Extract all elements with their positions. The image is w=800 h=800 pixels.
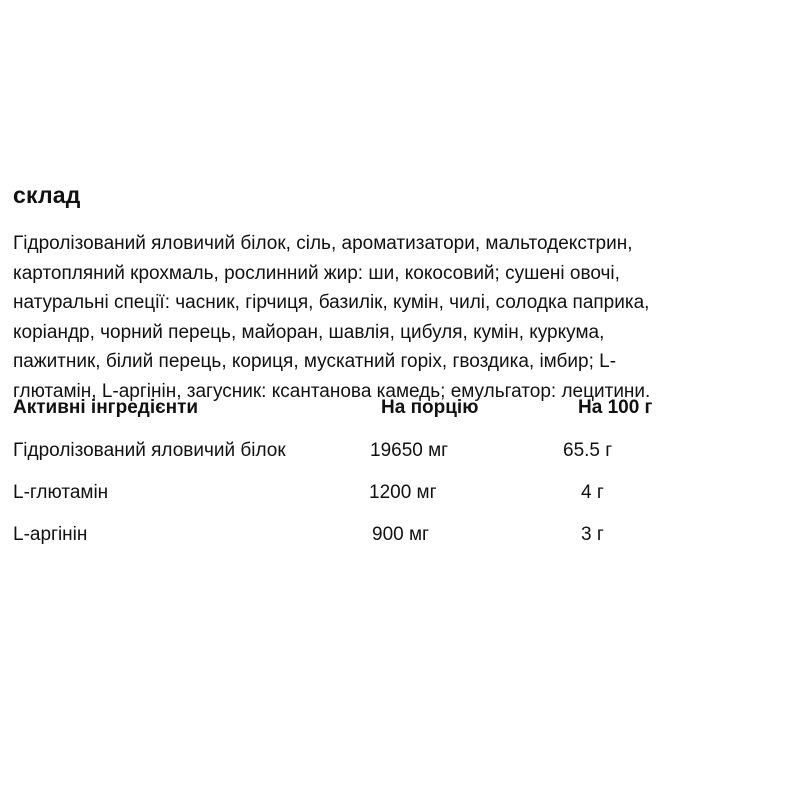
composition-line: глютамін, L-аргінін, загусник: ксантанова камедь; емульгатор: лецитини. xyxy=(13,380,651,402)
per-serving-value: 900 мг xyxy=(372,524,429,545)
header-per-serving: На порцію xyxy=(381,397,479,418)
header-per-100g: На 100 г xyxy=(578,397,653,418)
per-100g-value: 65.5 г xyxy=(563,440,613,461)
table-header-row xyxy=(0,395,800,421)
ingredient-name: L-аргінін xyxy=(13,524,88,545)
page-title: склад xyxy=(13,182,81,208)
table-row xyxy=(0,438,800,464)
per-serving-value: 1200 мг xyxy=(369,482,437,503)
ingredient-name: Гідролізований яловичий білок xyxy=(13,440,286,461)
composition-line: коріандр, чорний перець, майоран, шавлія, цибуля, кумін, куркума, xyxy=(13,321,605,343)
per-100g-value: 4 г xyxy=(581,482,604,503)
per-serving-value: 19650 мг xyxy=(370,440,449,461)
header-active-ingredients: Активні інгредієнти xyxy=(13,397,199,418)
composition-line: картопляний крохмаль, рослинний жир: ши, кокосовий; сушені овочі, xyxy=(13,262,620,284)
composition-line: пажитник, білий перець, кориця, мускатний горіх, гвоздика, імбир; L- xyxy=(13,351,617,372)
table-row xyxy=(0,522,800,548)
ingredient-name: L-глютамін xyxy=(13,482,109,503)
composition-line: натуральні спеції: часник, гірчиця, базилік, кумін, чилі, солодка паприка, xyxy=(13,292,650,313)
table-row xyxy=(0,480,800,506)
composition-line: Гідролізований яловичий білок, сіль, ароматизатори, мальтодекстрин, xyxy=(13,233,633,254)
composition-text xyxy=(13,229,800,406)
per-100g-value: 3 г xyxy=(581,524,604,545)
